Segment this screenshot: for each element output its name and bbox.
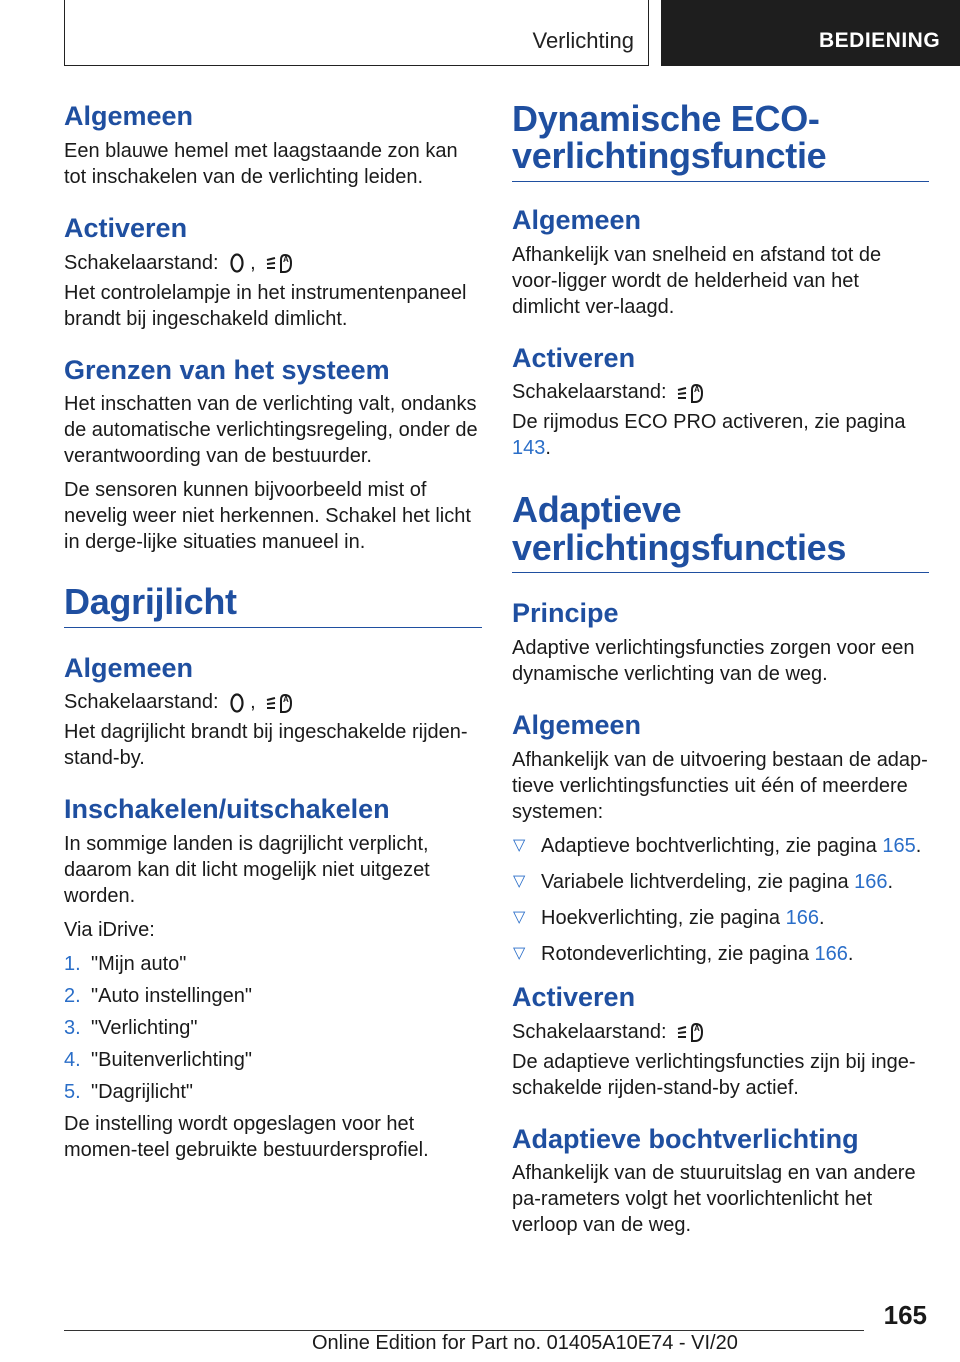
step-text: "Auto instellingen"	[91, 985, 252, 1008]
header-section-tab	[661, 0, 960, 66]
separator-comma: ,	[250, 691, 256, 714]
heading-eco-algemeen: Algemeen	[512, 204, 642, 235]
switch-position-line	[64, 250, 482, 276]
heading-adaptieve-activeren: Activeren	[512, 981, 636, 1012]
list-item	[64, 1015, 482, 1041]
list-item	[64, 1047, 482, 1073]
step-number: 1.	[64, 953, 81, 976]
item-text: Variabele lichtverdeling, zie pagina	[541, 870, 855, 893]
item-end: .	[847, 942, 854, 965]
step-number: 4.	[64, 1049, 81, 1072]
switch-position-label: Schakelaarstand:	[512, 381, 667, 404]
item-text: Adaptieve bochtverlichting, zie pagina	[541, 834, 883, 857]
heading-algemeen: Algemeen	[64, 101, 194, 131]
page-link[interactable]: 166	[854, 870, 888, 893]
paragraph-grenzen-1: Het inschatten van de verlichting valt, ondanks de automatische verlichtingsregeling, onder de verantwoording van de bestuurder.	[64, 393, 478, 468]
item-end: .	[915, 834, 922, 857]
item-end: .	[887, 870, 894, 893]
paragraph-adaptieve-algemeen: Afhankelijk van de uitvoering bestaan de adap-tieve verlichtingsfuncties uit één of meerdere systemen:	[512, 748, 928, 823]
switch-position-line-adaptieve	[512, 1019, 929, 1045]
svg-text:A: A	[694, 1024, 700, 1034]
switch-position-zero-icon	[228, 692, 246, 714]
list-item	[512, 869, 929, 895]
switch-position-line-dagrijlicht	[64, 689, 482, 715]
switch-position-label: Schakelaarstand:	[64, 251, 219, 274]
footer-edition: Online Edition for Part no. 01405A10E74 - VI/20	[312, 1332, 738, 1354]
separator-comma: ,	[250, 251, 256, 274]
heading-eco-verlichtingsfunctie: Dynamische ECO-verlichtingsfunctie	[512, 100, 929, 182]
switch-position-label: Schakelaarstand:	[64, 691, 219, 714]
section-title: BEDIENING	[819, 29, 941, 52]
sentence-end: .	[545, 437, 551, 460]
paragraph-dagrijlicht-brandt: Het dagrijlicht brandt bij ingeschakelde rijden-stand-by.	[64, 721, 468, 770]
right-column	[512, 100, 929, 1238]
switch-position-line-eco	[512, 379, 929, 405]
step-number: 5.	[64, 1081, 81, 1104]
paragraph-adaptieve-activeren: De adaptieve verlichtingsfuncties zijn bij inge-schakelde rijden-stand-by actief.	[512, 1050, 916, 1099]
heading-eco-activeren: Activeren	[512, 342, 636, 373]
heading-adaptieve-algemeen: Algemeen	[512, 710, 642, 740]
heading-grenzen: Grenzen van het systeem	[64, 354, 390, 385]
item-end: .	[818, 906, 825, 929]
paragraph-eco-pro	[512, 409, 929, 461]
paragraph-algemeen: Een blauwe hemel met laagstaande zon kan tot inschakelen van de verlichting leiden.	[64, 139, 458, 188]
page-link[interactable]: 166	[814, 942, 848, 965]
svg-text:A: A	[283, 695, 290, 705]
heading-bochtverlichting: Adaptieve bochtverlichting	[512, 1123, 859, 1154]
paragraph-bochtverlichting: Afhankelijk van de stuuruitslag en van andere pa-rameters volgt het voorlichtenlicht het verloop van de weg.	[512, 1162, 916, 1237]
triangle-bullet-icon: ▽	[513, 908, 526, 926]
step-number: 2.	[64, 985, 81, 1008]
triangle-bullet-icon: ▽	[513, 944, 526, 962]
paragraph-controlelampje: Het controlelampje in het instrumentenpaneel brandt bij ingeschakeld dimlicht.	[64, 281, 467, 330]
list-item	[64, 1079, 482, 1105]
list-item	[512, 905, 929, 931]
paragraph-instelling: De instelling wordt opgeslagen voor het momen-teel gebruikte bestuurdersprofiel.	[64, 1113, 429, 1162]
heading-activeren: Activeren	[64, 212, 188, 243]
automatic-headlight-icon	[676, 1020, 706, 1044]
heading-dagrijlicht: Dagrijlicht	[64, 583, 482, 627]
paragraph-grenzen-2: De sensoren kunnen bijvoorbeeld mist of nevelig weer niet herkennen. Schakel het licht in derge-lijke situaties manueel in.	[64, 479, 471, 554]
list-item	[64, 951, 482, 977]
step-text: "Mijn auto"	[91, 953, 187, 976]
item-text: Rotondeverlichting, zie pagina	[541, 942, 815, 965]
list-item	[64, 983, 482, 1009]
svg-text:A: A	[283, 255, 290, 265]
chapter-title: Verlichting	[532, 28, 634, 53]
paragraph-via-idrive: Via iDrive:	[64, 919, 155, 942]
svg-text:A: A	[694, 385, 700, 395]
step-number: 3.	[64, 1017, 81, 1040]
automatic-headlight-icon	[265, 691, 295, 715]
automatic-headlight-icon	[265, 251, 295, 275]
heading-principe: Principe	[512, 598, 619, 629]
page-link-143[interactable]: 143	[512, 437, 546, 460]
list-item	[512, 941, 929, 967]
left-column	[64, 100, 482, 1163]
heading-algemeen-dagrijlicht: Algemeen	[64, 652, 194, 683]
triangle-bullet-icon: ▽	[513, 836, 526, 854]
adaptive-systems-list	[512, 833, 929, 967]
page-number: 165	[883, 1300, 927, 1330]
heading-inschakelen: Inschakelen/uitschakelen	[64, 794, 390, 825]
header-chapter-tab	[64, 0, 649, 66]
page-link[interactable]: 165	[882, 834, 916, 857]
list-item	[512, 833, 929, 859]
switch-position-label: Schakelaarstand:	[512, 1020, 667, 1043]
item-text: Hoekverlichting, zie pagina	[541, 906, 786, 929]
triangle-bullet-icon: ▽	[513, 872, 526, 890]
eco-pro-text: De rijmodus ECO PRO activeren, zie pagina	[512, 411, 906, 434]
paragraph-eco-algemeen: Afhankelijk van snelheid en afstand tot de voor-ligger wordt de helderheid van het dimlicht ver-laagd.	[512, 243, 882, 318]
footer-rule	[64, 1330, 864, 1331]
step-text: "Buitenverlichting"	[91, 1049, 252, 1072]
page-link[interactable]: 166	[785, 906, 819, 929]
step-text: "Dagrijlicht"	[91, 1081, 194, 1104]
paragraph-inschakelen-1: In sommige landen is dagrijlicht verplicht, daarom kan dit licht mogelijk niet uitgezet worden.	[64, 833, 430, 908]
idrive-steps-list	[64, 951, 482, 1105]
paragraph-principe: Adaptive verlichtingsfuncties zorgen voor een dynamische verlichting van de weg.	[512, 637, 915, 685]
automatic-headlight-icon	[676, 381, 706, 405]
step-text: "Verlichting"	[91, 1017, 198, 1040]
switch-position-zero-icon	[228, 252, 246, 274]
heading-adaptieve-verlichtingsfuncties: Adaptieve verlichtingsfuncties	[512, 491, 929, 573]
